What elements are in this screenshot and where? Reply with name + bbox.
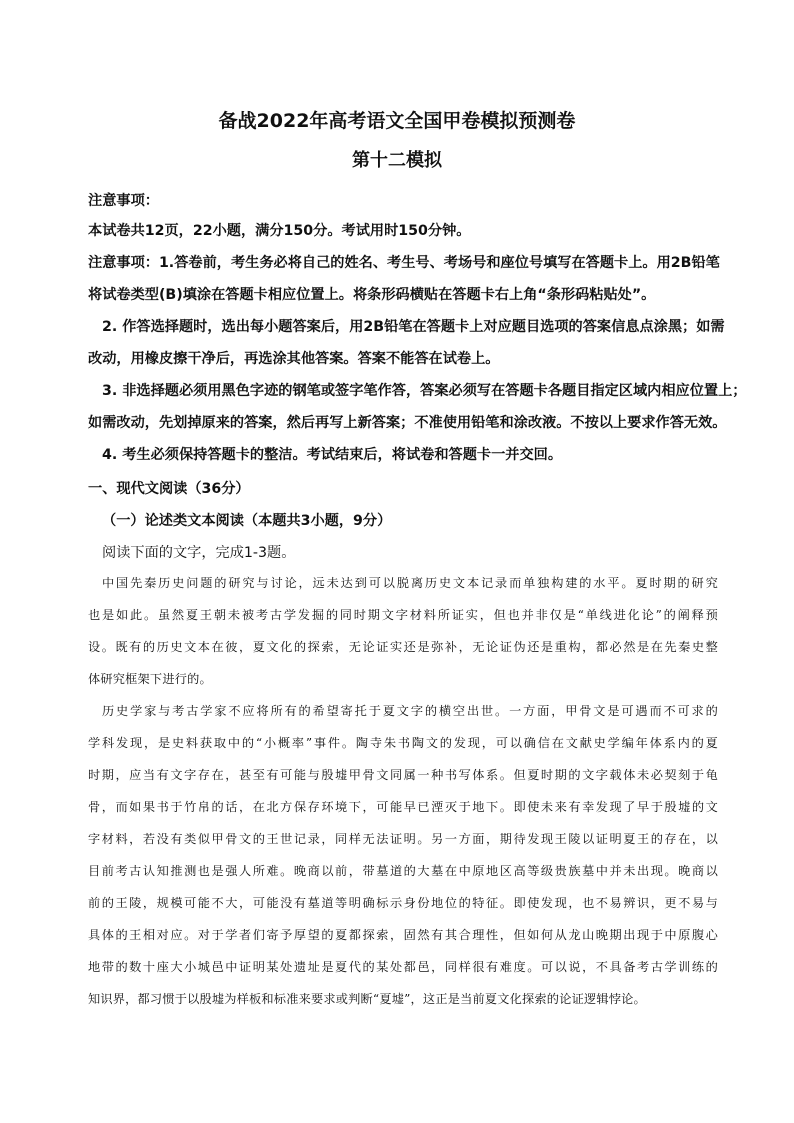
passage-line: 目前考古认知推测也是强人所难。晚商以前，带墓道的大墓在中原地区高等级贵族墓中并未出现。晚商以 [88, 864, 718, 878]
passage-line: 时期，应当有文字存在，甚至有可能与殷墟甲骨文同属一种书写体系。但夏时期的文字载体未必契刻于龟 [88, 768, 718, 782]
passage-line: 字材料，若没有类似甲骨文的王世记录，同样无法证明。另一方面，期待发现王陵以证明夏王的存在，以 [88, 832, 718, 846]
passage-line: 中国先秦历史问题的研究与讨论，远未达到可以脱离历史文本记录而单独构建的水平。夏时期的研究 [102, 576, 718, 590]
reading-instruction: 阅读下面的文字，完成1-3题。 [102, 545, 296, 561]
notice-item-1b: 将试卷类型(B)填涂在答题卡相应位置上。将条形码横贴在答题卡右上角“条形码粘贴处”。 [88, 287, 656, 303]
passage-line: 前的王陵，规模可能不大，可能没有墓道等明确标示身份地位的特征。即使发现，也不易辨识，更不易与 [88, 896, 718, 910]
notice-item-3b: 如需改动，先划掉原来的答案，然后再写上新答案；不准使用铅笔和涂改液。不按以上要求作答无效。 [88, 415, 727, 431]
notice-item-2b: 改动，用橡皮擦干净后，再选涂其他答案。答案不能答在试卷上。 [88, 351, 500, 367]
passage-line: 具体的王相对应。对于学者们寄予厚望的夏都探索，固然有其合理性，但如何从龙山晚期出现于中原腹心 [88, 928, 718, 942]
passage-line: 地带的数十座大小城邑中证明某处遗址是夏代的某处都邑，同样很有难度。可以说，不具备考古学训练的 [88, 960, 718, 974]
passage-line: 学科发现，是史料获取中的“小概率”事件。陶寺朱书陶文的发现，可以确信在文献史学编年体系内的夏 [88, 736, 718, 750]
notice-heading: 注意事项： [88, 193, 159, 209]
passage-line: 骨，而如果书于竹帛的话，在北方保存环境下，可能早已湮灭于地下。即使未来有幸发现了早于殷墟的文 [88, 800, 718, 814]
document-subtitle: 第十二模拟 [352, 150, 442, 171]
document-title: 备战2022年高考语文全国甲卷模拟预测卷 [218, 110, 576, 132]
passage-line: 知识界，都习惯于以殷墟为样板和标准来要求或判断“夏墟”，这正是当前夏文化探索的论证逻辑悖论。 [88, 992, 646, 1006]
notice-item-1a: 注意事项：1.答卷前，考生务必将自己的姓名、考生号、考场号和座位号填写在答题卡上。用2B铅笔 [88, 255, 720, 271]
section-heading: 一、现代文阅读（36分） [88, 481, 250, 497]
notice-item-2a: 2. 作答选择题时，选出每小题答案后，用2B铅笔在答题卡上对应题目选项的答案信息点涂黑；如需 [102, 319, 725, 335]
section-sub-heading: （一）论述类文本阅读（本题共3小题，9分） [102, 513, 392, 529]
passage-line: 历史学家与考古学家不应将所有的希望寄托于夏文字的横空出世。一方面，甲骨文是可遇而不可求的 [102, 704, 718, 718]
passage-line: 设。既有的历史文本在彼，夏文化的探索，无论证实还是弥补，无论证伪还是重构，都必然是在先秦史整 [88, 640, 718, 654]
notice-item-4: 4. 考生必须保持答题卡的整洁。考试结束后，将试卷和答题卡一并交回。 [102, 447, 563, 463]
passage-line: 体研究框架下进行的。 [88, 672, 212, 686]
passage-line: 也是如此。虽然夏王朝未被考古学发掘的同时期文字材料所证实，但也并非仅是“单线进化论”的阐释预 [88, 608, 718, 622]
notice-line-1: 本试卷共12页，22小题，满分150分。考试用时150分钟。 [88, 223, 471, 239]
notice-item-3a: 3. 非选择题必须用黑色字迹的钢笔或签字笔作答，答案必须写在答题卡各题目指定区域内相应位置上； [102, 383, 747, 399]
